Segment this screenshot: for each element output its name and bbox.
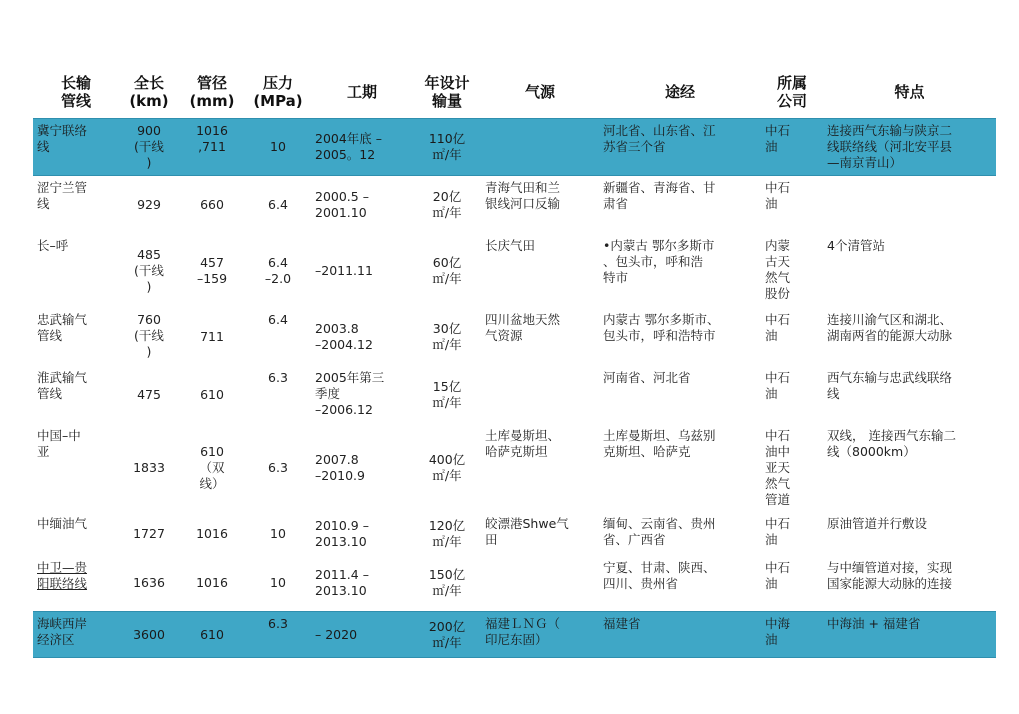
cell-length: 475: [137, 386, 161, 402]
header-feature: 特点: [894, 83, 925, 101]
cell-company: 中石 油: [765, 311, 791, 343]
pipeline-table: [33, 66, 996, 658]
cell-route: 河北省、山东省、江 苏省三个省: [599, 119, 761, 176]
header-pressure: 压力 (MPa): [253, 74, 303, 110]
cell-period: –2011.11: [315, 262, 373, 278]
cell-feature: 连接西气东输与陕京二 线联络线（河北安平县 —南京青山）: [823, 119, 996, 176]
cell-company: 中石 油: [761, 119, 823, 176]
cell-name: 海峡西岸 经济区: [33, 612, 119, 658]
header-length: 全长 (km): [129, 74, 169, 110]
cell-length: 3600: [119, 612, 179, 658]
cell-route: 福建省: [599, 612, 761, 658]
cell-pressure: 6.4 –2.0: [264, 254, 292, 286]
cell-route: 缅甸、云南省、贵州 省、广西省: [603, 515, 716, 547]
cell-route: •内蒙古 鄂尔多斯市 、包头市，呼和浩 特市: [603, 237, 715, 285]
header-source: 气源: [524, 83, 555, 101]
cell-source: 长庆气田: [485, 237, 536, 253]
cell-diameter: 610 （双 线）: [199, 443, 225, 491]
header-diameter: 管径 (mm): [189, 74, 235, 110]
cell-route: 内蒙古 鄂尔多斯市、 包头市，呼和浩特市: [603, 311, 720, 343]
cell-feature: 与中缅管道对接，实现 国家能源大动脉的连接: [827, 559, 953, 591]
cell-name: 淮武输气 管线: [37, 369, 88, 401]
cell-company: 中海 油: [761, 612, 823, 658]
header-period: 工期: [346, 83, 377, 101]
cell-route: 新疆省、青海省、甘 肃省: [603, 180, 716, 211]
cell-source: 青海气田和兰 银线河口反输: [485, 180, 561, 211]
cell-period: 2010.9 – 2013.10: [315, 517, 369, 549]
cell-route: 土库曼斯坦、乌兹别 克斯坦、哈萨克: [603, 427, 716, 459]
table-row: [33, 612, 996, 658]
cell-period: – 2020: [311, 612, 413, 658]
cell-pressure: 6.3: [245, 612, 311, 658]
cell-source: 土库曼斯坦、 哈萨克斯坦: [485, 427, 561, 459]
cell-period: 2000.5 – 2001.10: [315, 188, 369, 220]
cell-diameter: 1016 ,711: [179, 119, 245, 176]
cell-feature: 双线， 连接西气东输二 线（8000km）: [827, 427, 956, 459]
cell-period: 2007.8 –2010.9: [315, 451, 365, 483]
cell-feature: 西气东输与忠武线联络 线: [827, 369, 953, 401]
cell-length: 1727: [133, 525, 165, 541]
table-row: [33, 234, 996, 308]
cell-company: 中石 油: [765, 559, 791, 591]
cell-capacity: 110亿 ㎡/年: [413, 119, 481, 176]
cell-feature: 4个清管站: [827, 237, 885, 253]
cell-capacity: 60亿 ㎡/年: [432, 254, 462, 286]
table-row: [33, 556, 996, 612]
cell-feature: 原油管道并行敷设: [827, 515, 928, 531]
table-row: [33, 119, 996, 176]
cell-name: 中缅油气: [37, 515, 88, 531]
cell-name: 冀宁联络 线: [33, 119, 119, 176]
cell-name: 忠武输气 管线: [37, 311, 88, 343]
cell-diameter: 457 –159: [196, 254, 228, 286]
table-row: [33, 176, 996, 234]
cell-name: 涩宁兰管 线: [37, 180, 88, 211]
cell-company: 中石 油: [765, 369, 791, 401]
cell-length: 929: [137, 196, 161, 212]
cell-company: 中石 油: [765, 515, 791, 547]
cell-diameter: 610: [179, 612, 245, 658]
cell-period: 2005年第三 季度 –2006.12: [315, 369, 385, 417]
cell-period: 2004年底 – 2005。12: [311, 119, 413, 176]
cell-capacity: 150亿 ㎡/年: [428, 567, 466, 599]
cell-company: 内蒙 古天 然气 股份: [765, 237, 791, 301]
table-row: [33, 424, 996, 512]
cell-capacity: 20亿 ㎡/年: [432, 188, 462, 220]
cell-length: 485 (干线 ): [134, 246, 164, 294]
header-row: [33, 66, 996, 119]
cell-diameter: 1016: [196, 575, 228, 591]
cell-length: 1833: [133, 459, 165, 475]
cell-diameter: 610: [200, 386, 224, 402]
cell-name: 长–呼: [37, 237, 69, 253]
cell-route: 河南省、河北省: [603, 369, 691, 385]
cell-diameter: 711: [200, 328, 224, 344]
cell-feature: 中海油 + 福建省: [823, 612, 996, 658]
cell-capacity: 15亿 ㎡/年: [432, 378, 462, 410]
cell-source: [481, 366, 599, 424]
cell-route: 宁夏、甘肃、陕西、 四川、贵州省: [603, 559, 716, 591]
header-pipeline: 长输 管线: [60, 74, 91, 110]
cell-pressure: 10: [270, 525, 286, 541]
cell-pressure: 6.4: [268, 311, 288, 327]
cell-source: 皎漂港Shwe气 田: [485, 515, 569, 547]
header-capacity: 年设计 输量: [424, 74, 470, 110]
cell-pressure: 10: [270, 575, 286, 591]
cell-period: 2011.4 – 2013.10: [315, 567, 369, 599]
cell-length: 900 (干线 ): [119, 119, 179, 176]
table-row: [33, 366, 996, 424]
cell-period: 2003.8 –2004.12: [315, 320, 373, 352]
cell-diameter: 660: [200, 196, 224, 212]
cell-pressure: 10: [245, 119, 311, 176]
cell-source: [481, 556, 599, 612]
cell-source: 四川盆地天然 气资源: [485, 311, 561, 343]
cell-pressure: 6.4: [268, 196, 288, 212]
table-row: [33, 512, 996, 556]
cell-capacity: 200亿 ㎡/年: [413, 612, 481, 658]
cell-name: 中国–中 亚: [37, 427, 81, 459]
cell-name: 中卫—贵 阳联络线: [37, 559, 88, 591]
cell-company: 中石 油中 亚天 然气 管道: [765, 427, 791, 507]
cell-company: 中石 油: [765, 180, 791, 211]
header-route: 途经: [664, 83, 695, 101]
cell-capacity: 120亿 ㎡/年: [428, 517, 466, 549]
cell-pressure: 6.3: [268, 459, 288, 475]
table-row: [33, 308, 996, 366]
cell-capacity: 30亿 ㎡/年: [432, 320, 462, 352]
cell-capacity: 400亿 ㎡/年: [428, 451, 466, 483]
cell-length: 760 (干线 ): [134, 311, 164, 359]
cell-source: 福建ＬＮＧ（ 印尼东固）: [481, 612, 599, 658]
cell-source: [481, 119, 599, 176]
cell-feature: [823, 176, 996, 234]
cell-length: 1636: [133, 575, 165, 591]
cell-diameter: 1016: [196, 525, 228, 541]
cell-pressure: 6.3: [268, 369, 288, 385]
header-company: 所属 公司: [776, 74, 807, 110]
cell-feature: 连接川渝气区和湖北、 湖南两省的能源大动脉: [827, 311, 953, 343]
